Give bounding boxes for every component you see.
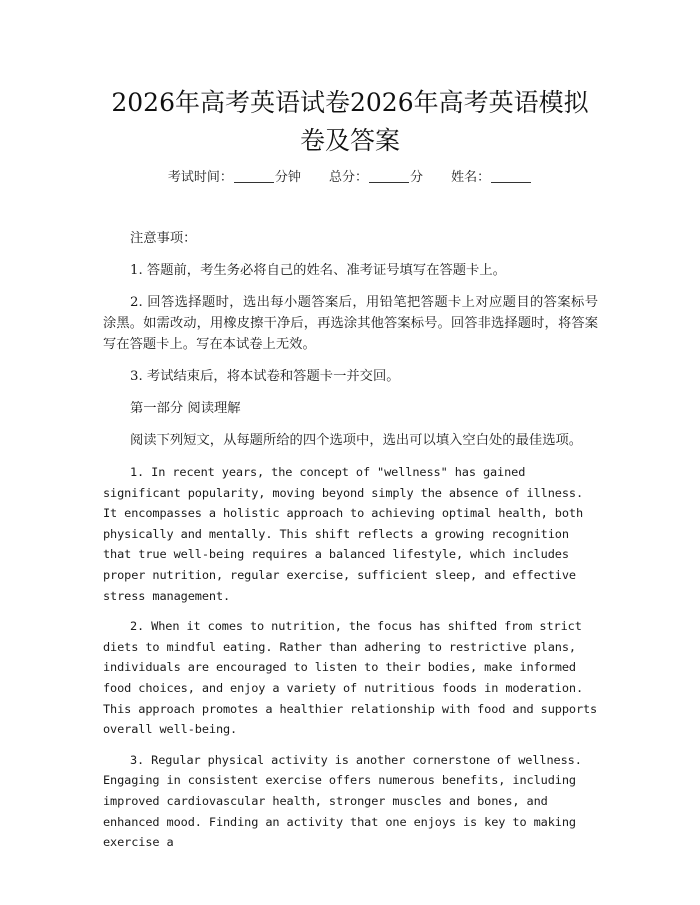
part-heading: 第一部分 阅读理解 xyxy=(130,401,241,416)
exam-time-unit: 分钟 xyxy=(274,170,301,185)
student-name-label: 姓名： xyxy=(451,170,491,185)
exam-time-label: 考试时间： xyxy=(167,170,233,185)
document-title: 2026年高考英语试卷2026年高考英语模拟卷及答案 xyxy=(111,88,589,155)
note-item: 1. 答题前，考生务必将自己的姓名、准考证号填写在答题卡上。 xyxy=(130,263,506,278)
exam-time-blank xyxy=(234,169,274,183)
passage-paragraph: 1. In recent years, the concept of "wellness" has gained significant popularity, moving beyond simply the absence of illness. It encompasses a holistic approach to achieving optimal health, both physically and mentally. This shift reflects a growing recognition that true well-being requires a balanced lifestyle, which includes proper nutrition, regular exercise, sufficient sleep, and effective stress management. xyxy=(103,465,583,603)
exam-time-field xyxy=(168,168,301,188)
document-body xyxy=(103,228,598,863)
student-name-field xyxy=(451,168,532,188)
notes-heading: 注意事项： xyxy=(130,231,197,246)
passage-paragraph: 3. Regular physical activity is another cornerstone of wellness. Engaging in consistent exercise offers numerous benefits, including improved cardiovascular health, stronger muscles and bones, and enhanced mood. Finding an activity that one enjoys is key to making exercise a xyxy=(103,752,582,850)
total-score-label: 总分： xyxy=(328,170,368,185)
student-name-blank xyxy=(491,169,531,183)
note-item: 2. 回答选择题时，选出每小题答案后，用铅笔把答题卡上对应题目的答案标号涂黑。如需改动，用橡皮擦干净后，再选涂其他答案标号。回答非选择题时，将答案写在答题卡上。写在本试卷上无效。 xyxy=(103,295,598,352)
note-item: 3. 考试结束后，将本试卷和答题卡一并交回。 xyxy=(130,369,400,384)
total-score-field xyxy=(329,168,423,188)
reading-instruction: 阅读下列短文，从每题所给的四个选项中，选出可以填入空白处的最佳选项。 xyxy=(130,433,583,448)
exam-info-line xyxy=(100,168,600,188)
total-score-blank xyxy=(369,169,409,183)
passage-paragraph: 2. When it comes to nutrition, the focus has shifted from strict diets to mindful eating. Rather than adhering to restrictive plans, individuals are encouraged to listen to their bodies, make informed food choices, and enjoy a variety of nutritious foods in moderation. This approach promotes a healthier relationship with food and supports overall well-being. xyxy=(103,619,598,737)
total-score-unit: 分 xyxy=(410,170,424,185)
